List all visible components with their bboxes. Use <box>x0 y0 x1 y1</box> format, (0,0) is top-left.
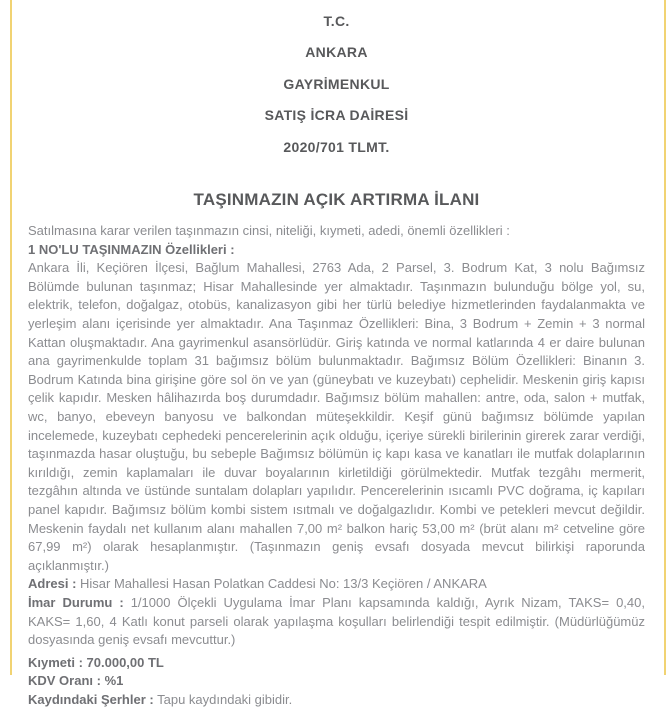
page-border-left <box>10 0 12 675</box>
field-zoning-label: İmar Durumu : <box>28 594 124 610</box>
field-annotations-label: Kaydındaki Şerhler : <box>28 691 154 707</box>
header-line-file-number: 2020/701 TLMT. <box>283 138 390 155</box>
header-line-office: GAYRİMENKUL <box>283 75 390 92</box>
field-value-amount: 70.000,00 TL <box>86 654 164 670</box>
property-description: Ankara İli, Keçiören İlçesi, Bağlum Mahallesi, 2763 Ada, 2 Parsel, 3. Bodrum Kat, 3 nolu Bağımsız Bölümde bulunan taşınmaz; Hisar Mahallesinde yer almaktadır. Taşınmazın bulunduğu bölge yol, su, elektrik, telefon, doğalgaz, otobüs, kanalizasyon gibi her türlü belediye hizmetlerinden faydalanmakta ve yerleşim alanı içerisinde yer almaktadır. Ana Taşınmaz Özellikleri: Bina, 3 Bodrum + Zemin + 3 normal Kattan oluşmaktadır. Ana gayrimenkul asansörlüdür. Giriş katında ve normal katlarında 4 er daire bulunan ana gayrimenkulde toplam 31 bağımsız bölüm bulunmaktadır. Bağımsız Bölüm Özellikleri: Binanın 3. Bodrum Katında bina girişine göre sol ön ve yan (güneybatı ve kuzeybatı) cephelidir. Meskenin giriş kapısı çelik kapıdır. Mesken hâlihazırda boş durumdadır. Bağımsız bölüm mahallen: antre, oda, salon + mutfak, wc, banyo, ebeveyn banyosu ve balkondan müteşekkildir. Keşif günü bağımsız bölümde yapılan incelemede, kuzeybatı cephedeki pencerelerinin açık olduğu, içeriye sürekli birilerinin girerek zarar verdiği, taşınmazda hasar oluştuğu, bu sebeple Bağımsız bölümün iç kapı kasa ve kanatları ile mutfak dolaplarının kırıldığı, zemin kaplamaları ile duvar boyalarının kirletildiği görülmektedir. Mutfak tezgâhı mermerit, tezgâhın altında ve üstünde suntalam dolapları yapılıdır. Pencerelerinin ısıcamlı PVC doğrama, iç kapıları panel kapıdır. Bağımsız bölüm kombi sistem ısıtmalı ve doğalgazlıdır. Kombi ve petekleri mevcut değildir. Meskenin faydalı net kullanım alanı mahallen 7,00 m² balkon hariç 53,00 m² (brüt alanı m² cetveline göre 67,99 m²) olarak hesaplanmıştır. (Taşınmazın geniş evsafı dosyada mevcut bilirkişi raporunda açıklanmıştır.) <box>28 260 645 573</box>
page-border-right <box>664 0 666 675</box>
document-header <box>28 0 645 163</box>
field-appraised-value <box>28 654 645 673</box>
field-vat-rate <box>28 672 645 691</box>
field-address-value: Hisar Mahallesi Hasan Polatkan Caddesi No: 13/3 Keçiören / ANKARA <box>80 576 487 592</box>
document-content <box>28 0 645 709</box>
field-vat-value: %1 <box>104 673 124 689</box>
document-title: TAŞINMAZIN AÇIK ARTIRMA İLANI <box>193 190 480 210</box>
header-line-city: ANKARA <box>305 44 368 61</box>
intro-line: Satılmasına karar verilen taşınmazın cinsi, niteliği, kıymeti, adedi, önemli özellikleri : <box>28 223 510 239</box>
field-zoning-value: 1/1000 Ölçekli Uygulama İmar Planı kapsamında kaldığı, Ayrık Nizam, TAKS= 0,40, KAKS= 1,60, 4 Katlı konut parseli olarak yapılaşma koşulları belirlendiği tespit edilmiştir. (Müdürlüğümüz dosyasında geniş evsafı mevcuttur.) <box>28 594 645 648</box>
property-heading: 1 NO'LU TAŞINMAZIN Özellikleri : <box>28 241 235 257</box>
field-vat-label: KDV Oranı : <box>28 673 101 689</box>
field-address <box>28 575 645 594</box>
field-registry-annotations <box>28 691 645 709</box>
field-annotations-value: Tapu kaydındaki gibidir. <box>157 691 293 707</box>
field-zoning-status <box>28 594 645 650</box>
header-line-department: SATIŞ İCRA DAİRESİ <box>264 107 409 124</box>
field-value-label: Kıymeti : <box>28 654 83 670</box>
field-address-label: Adresi : <box>28 576 77 592</box>
header-line-tc: T.C. <box>323 13 350 29</box>
